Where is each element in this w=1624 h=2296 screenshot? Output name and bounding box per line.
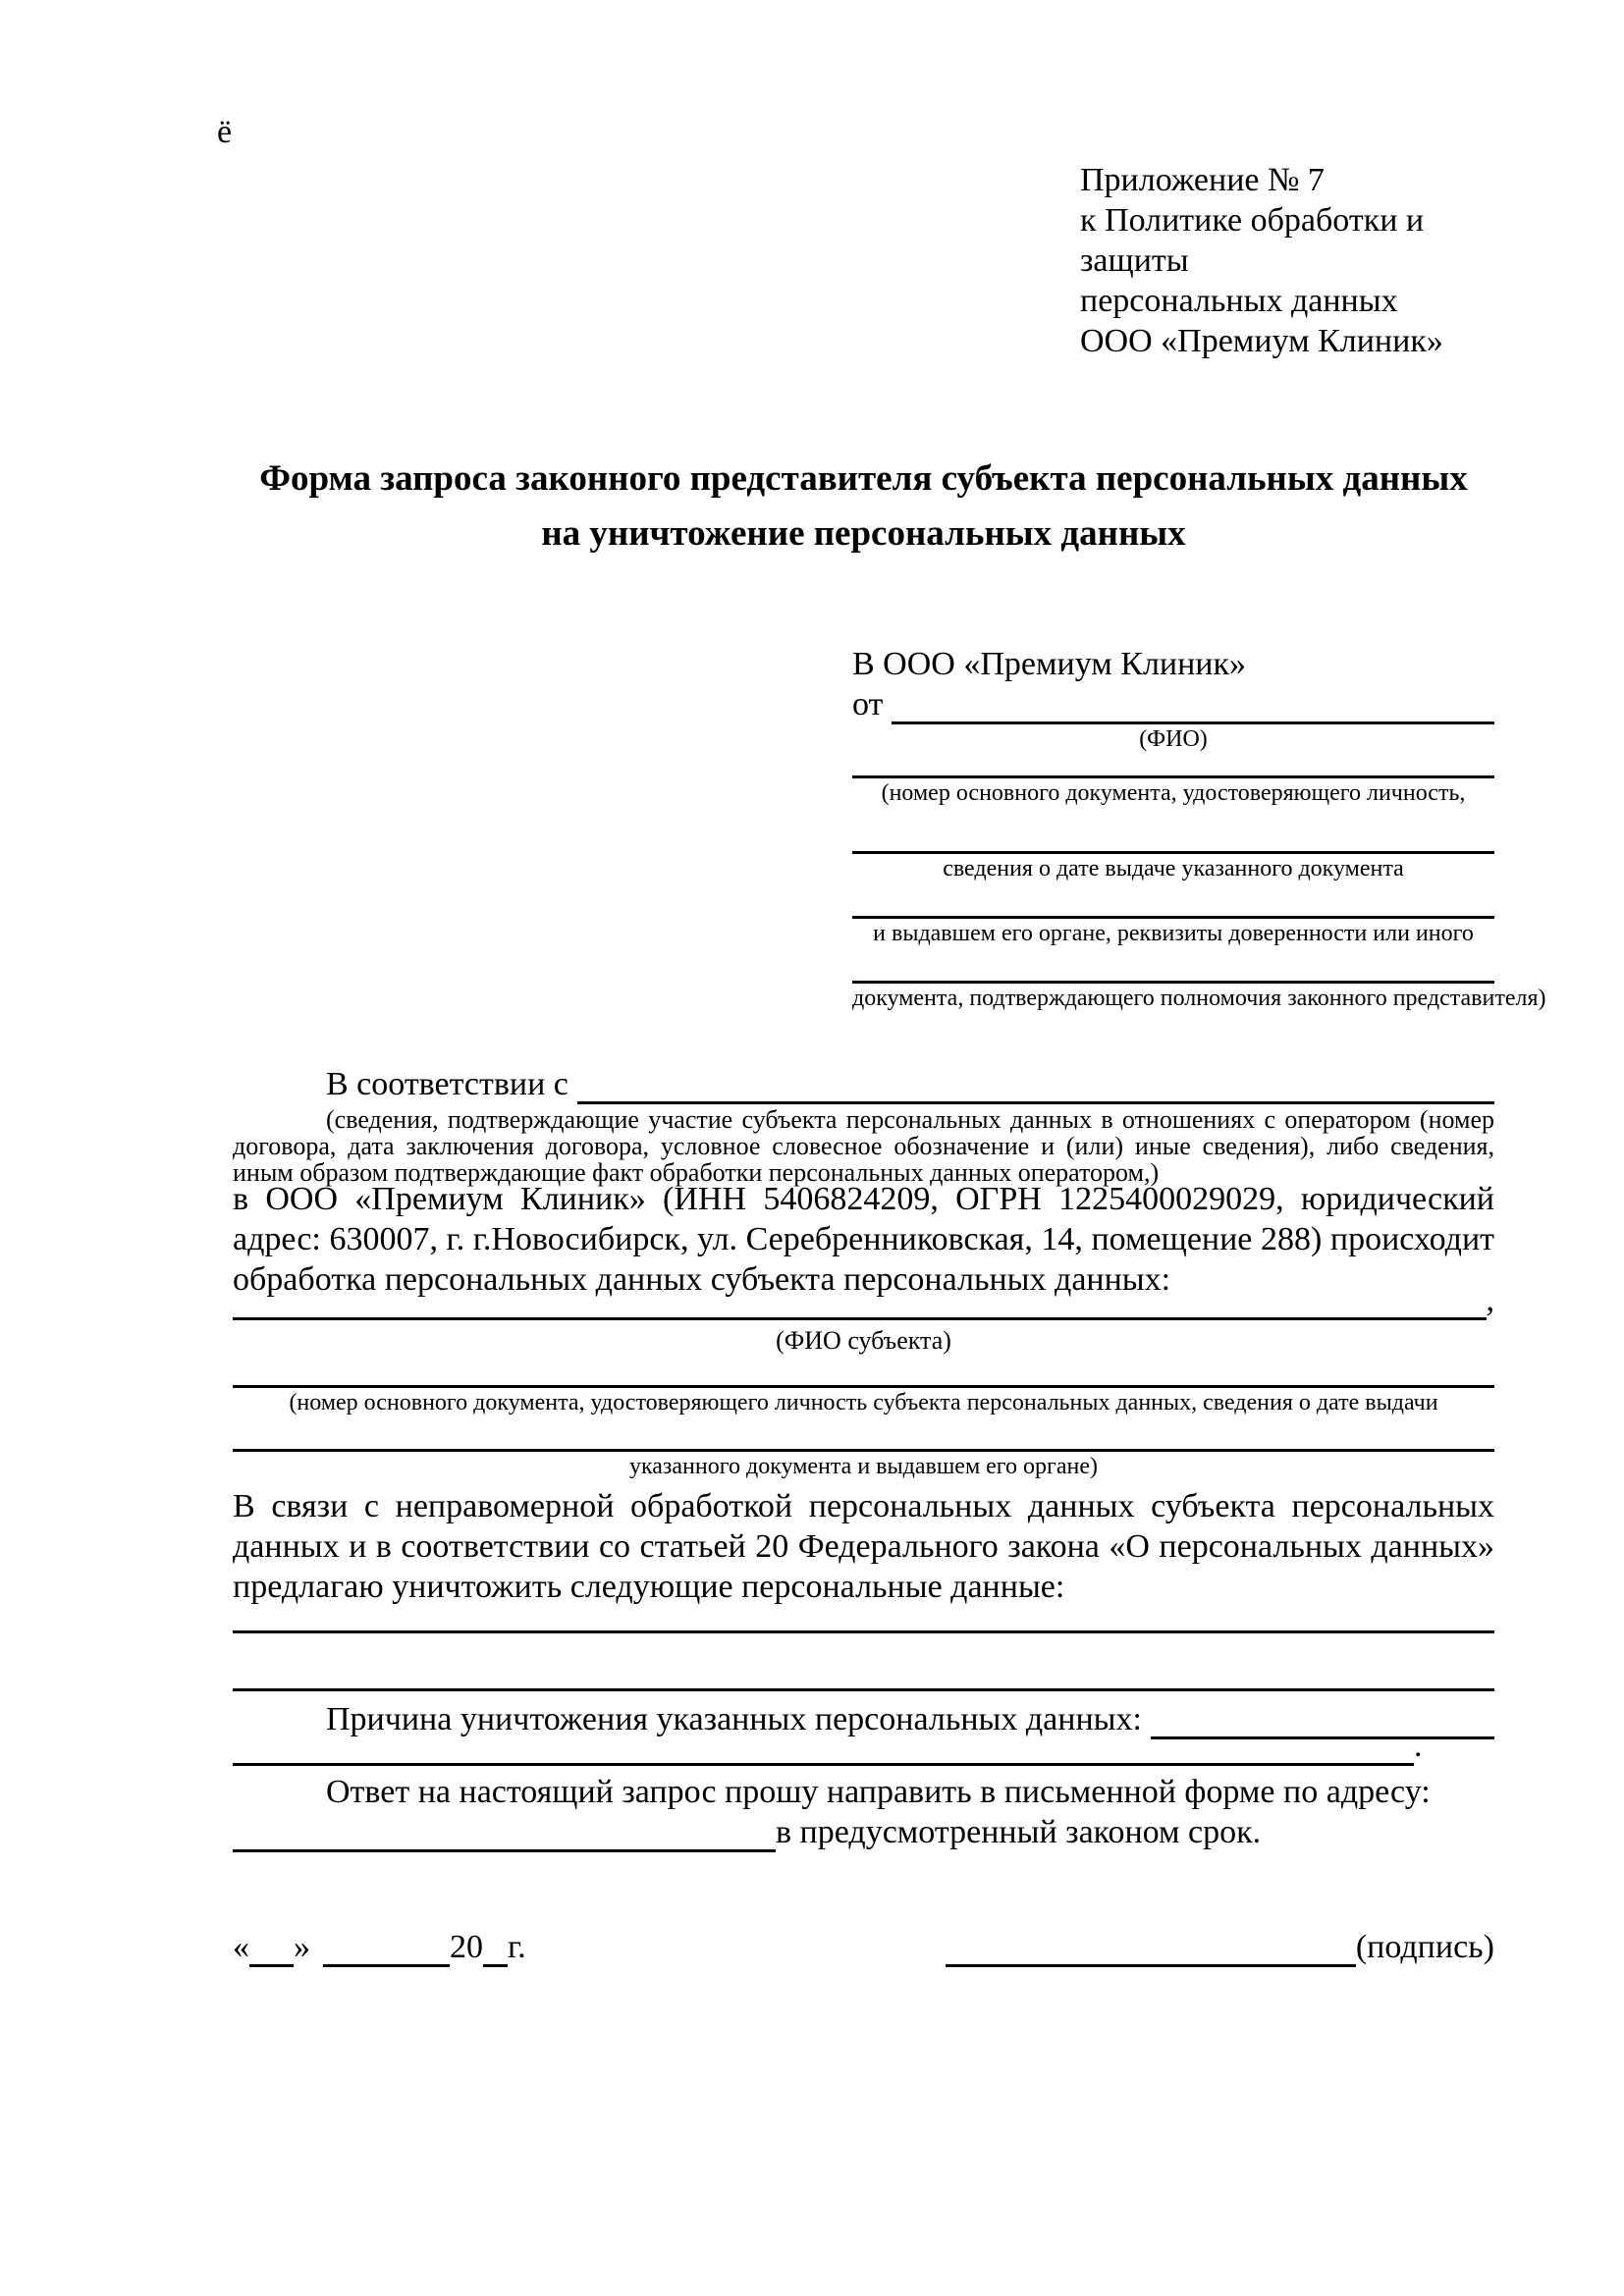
signature-field[interactable]	[946, 1964, 1356, 1967]
year-prefix: 20	[450, 1929, 483, 1965]
stray-character: ё	[217, 114, 233, 150]
representative-doc-field-1[interactable]	[852, 754, 1494, 778]
reply-address-field[interactable]	[233, 1849, 776, 1852]
representative-doc-caption-3: и выдавшем его органе, реквизиты доверенности или иного	[873, 921, 1474, 946]
month-field[interactable]	[323, 1964, 450, 1967]
data-to-destroy-field-2[interactable]	[233, 1633, 1494, 1691]
reply-address-row	[233, 1812, 1494, 1852]
representative-doc-field-3[interactable]	[852, 883, 1494, 919]
reply-tail-text: в предусмотренный законом срок.	[776, 1814, 1262, 1850]
appendix-line-3: персональных данных	[1080, 283, 1398, 319]
accordance-field[interactable]	[577, 1101, 1494, 1104]
representative-doc-caption-2: сведения о дате выдаче указанного документа	[943, 856, 1404, 881]
period-character: .	[1414, 1728, 1423, 1764]
representative-doc-field-2[interactable]	[852, 808, 1494, 854]
from-label: от	[852, 686, 884, 722]
comma-character: ,	[1486, 1282, 1494, 1318]
subject-doc-caption-1: (номер основного документа, удостоверяющего личность субъекта персональных данных, сведения о дате выдачи	[289, 1390, 1438, 1415]
accordance-note: (сведения, подтверждающие участие субъекта персональных данных в отношениях с оператором (номер договора, дата заключения договора, условное словесное обозначение и (или) иные сведения), либо сведения, иным образом подтверждающие факт обработки персональных данных оператором,)	[233, 1105, 1494, 1187]
day-field[interactable]	[249, 1964, 294, 1967]
document-title	[233, 452, 1494, 561]
signature-caption: (подпись)	[1355, 1929, 1494, 1965]
representative-doc-caption-1: (номер основного документа, удостоверяющего личность,	[881, 780, 1466, 806]
fio-caption: (ФИО)	[1139, 726, 1208, 752]
close-quote: »	[294, 1929, 310, 1965]
data-to-destroy-field-1[interactable]	[233, 1607, 1494, 1633]
subject-fio-field[interactable]	[233, 1317, 1487, 1320]
year-field[interactable]	[483, 1964, 508, 1967]
representative-doc-caption-4: документа, подтверждающего полномочия законного представителя)	[852, 986, 1546, 1011]
document-title-line-1: Форма запроса законного представителя субъекта персональных данных	[259, 458, 1468, 499]
date-signature-row	[233, 1927, 1494, 1967]
year-suffix: г.	[508, 1929, 526, 1965]
appendix-block	[1080, 160, 1494, 361]
reply-paragraph: Ответ на настоящий запрос прошу направить в письменной форме по адресу:	[326, 1774, 1431, 1810]
addressee-to: В ООО «Премиум Клиник»	[852, 646, 1247, 682]
subject-doc-field-2[interactable]	[233, 1417, 1494, 1452]
request-paragraph: В связи с неправомерной обработкой персональных данных субъекта персональных данных и в соответствии со статьей 20 Федерального закона «О персональных данных» предлагаю уничтожить следующие персональные данные:	[233, 1488, 1494, 1605]
accordance-label: В соответствии с	[326, 1066, 568, 1102]
addressee-from-row	[852, 684, 1494, 724]
appendix-line-2: к Политике обработки и защиты	[1080, 202, 1425, 279]
representative-doc-field-4[interactable]	[852, 948, 1494, 984]
subject-fio-caption: (ФИО субъекта)	[776, 1326, 951, 1355]
subject-doc-field-1[interactable]	[233, 1356, 1494, 1388]
accordance-row	[233, 1064, 1494, 1104]
date-group	[233, 1927, 526, 1967]
operator-paragraph: в ООО «Премиум Клиник» (ИНН 5406824209, ОГРН 1225400029029, юридический адрес: 630007, г. г.Новосибирск, ул. Серебренниковская, 14, помещение 288) происходит обработка персональных данных субъекта персональных данных:	[233, 1181, 1494, 1298]
subject-doc-caption-2: указанного документа и выдавшем его органе)	[628, 1454, 1099, 1479]
addressee-block	[852, 644, 1546, 1013]
signature-group	[946, 1927, 1494, 1967]
reason-field-continuation[interactable]	[233, 1763, 1414, 1766]
document-title-line-2: на уничтожение персональных данных	[541, 513, 1186, 554]
reason-field[interactable]	[1151, 1736, 1494, 1739]
open-quote: «	[233, 1929, 249, 1965]
appendix-line-4: ООО «Премиум Клиник»	[1080, 323, 1443, 359]
appendix-line-1: Приложение № 7	[1080, 162, 1325, 198]
reason-label: Причина уничтожения указанных персональных данных:	[326, 1701, 1142, 1737]
